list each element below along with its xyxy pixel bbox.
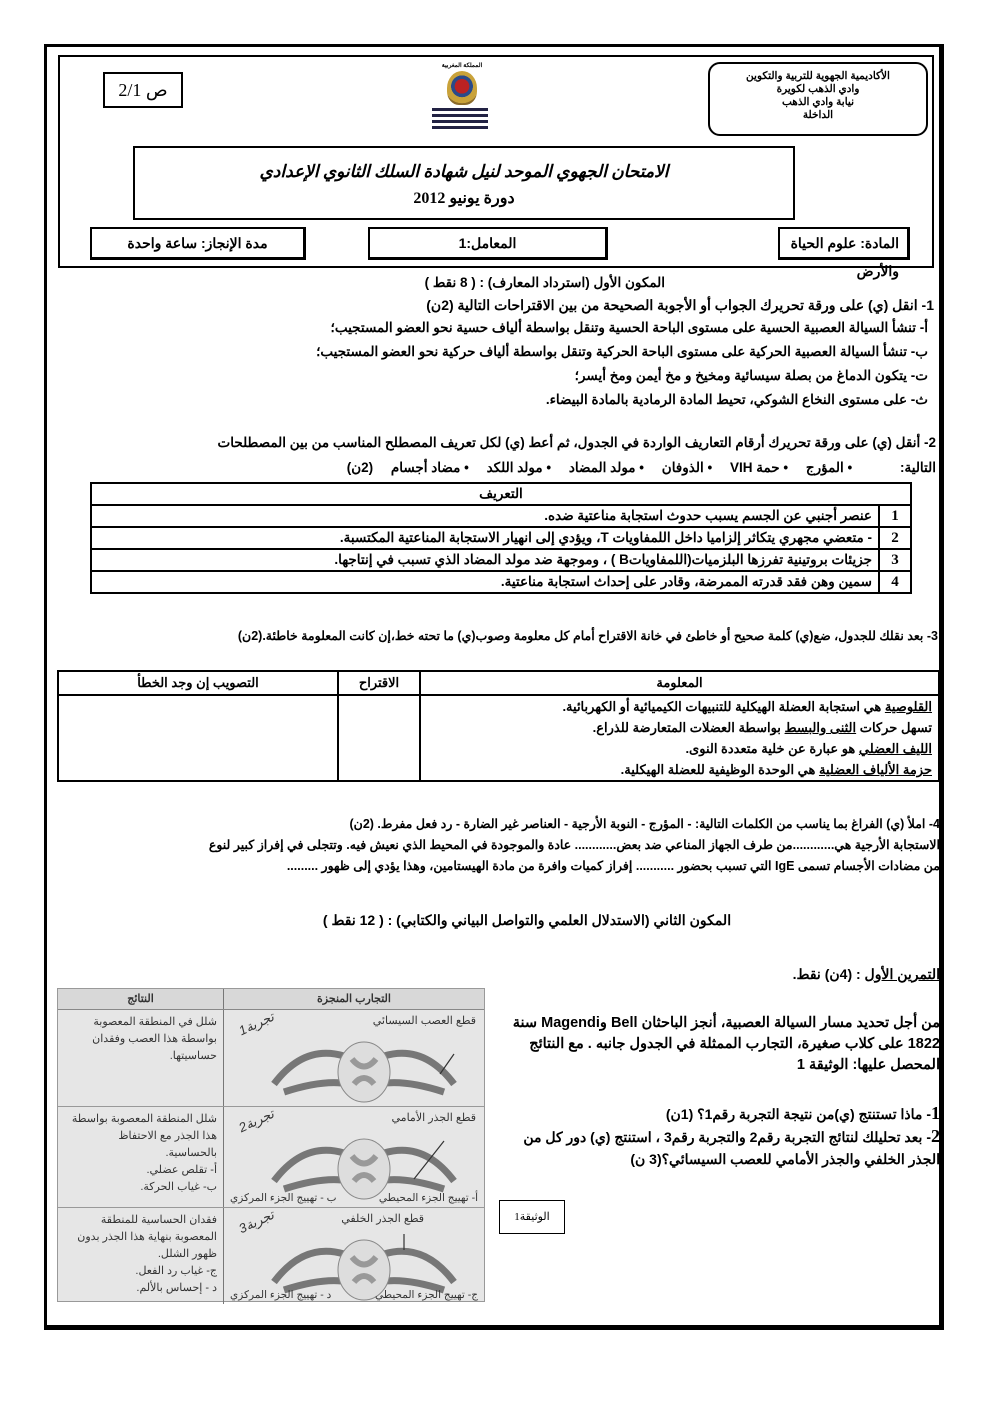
experiment-label: قطع العصب السيسائي	[372, 1015, 476, 1027]
term: • المؤرج	[805, 460, 853, 475]
info-item: تسهل حركات الثنى والبسط بواسطة العضلات المتعارضة للذراع.	[592, 720, 932, 735]
academy-line: الأكاديمية الجهوية للتربية والتكوين	[746, 70, 890, 82]
exam-title: الامتحان الجهوي الموحد لنيل شهادة السلك الثانوي الإعدادي	[259, 162, 669, 181]
duration-box: مدة الإنجاز: ساعة واحدة	[90, 227, 306, 260]
ministry-label-icon	[432, 108, 492, 129]
col-header-correction: التصويب إن وجد الخطأ	[58, 671, 338, 695]
term: • مولد اللكد	[486, 460, 552, 475]
q4-prompt: 4- املأ (ي) الفراغ بما يناسب من الكلمات التالية: - المؤرج - النوبة الأرجية - العناصر غير الضارة - رد فعل مفرط. (2ن)	[349, 817, 940, 831]
subject-box: المادة: علوم الحياة والأرض	[778, 227, 910, 260]
page-number: ص 2/1	[103, 72, 183, 108]
table-row	[91, 527, 911, 549]
exercise1-label: التمرين الأول	[864, 966, 940, 982]
table-row	[91, 505, 911, 527]
table-row	[91, 549, 911, 571]
q4-text: من مضادات الأجسام تسمى IgE التي تسبب بحضور ........... إفراز كميات وافرة من مادة الهيستامين، وهذا يؤدي إلى ظهور .........	[286, 859, 940, 873]
academy-line: وادي الذهب لكويرة	[776, 83, 860, 95]
row-number: 1	[879, 505, 911, 527]
trial-label: تجربة3	[236, 1206, 277, 1237]
spinal-cord-diagram-icon	[264, 1034, 464, 1104]
experiment-label: قطع الجذر الأمامي	[391, 1112, 476, 1124]
spinal-cord-diagram-icon	[264, 1131, 464, 1201]
info-item: القلوصية هي استجابة العضلة الهيكلية للتنبيهات الكيميائية أو الكهربائية.	[562, 699, 932, 714]
col-header-proposal: الاقتراح	[338, 671, 420, 695]
result-text: فقدان الحساسية للمنطقة المعصوبة بنهاية هذا الجذر بدون ظهور الشلل. ج- غياب رد الفعل. د - إحساس بالألم.	[77, 1214, 217, 1294]
info-cell	[420, 695, 939, 781]
col-header-experiments: التجارب المنجزة	[223, 989, 484, 1009]
kingdom-emblem	[432, 62, 492, 140]
document1-table	[57, 988, 485, 1302]
row-definition: جزيئات بروتينية تفرزها البلزميات(اللمفاوياتB ) ، وموجهة ضد مولد المضاد الذي تسبب في إنتاجها.	[91, 549, 879, 571]
kingdom-label: المملكة المغربية	[441, 63, 483, 69]
definitions-table	[90, 482, 912, 594]
exercise1-points: : (4ن) نقط.	[792, 966, 861, 982]
exercise1-questions	[500, 1102, 940, 1170]
points: (2ن)	[346, 460, 374, 475]
stimulus-label: د - تهييج الجزء المركزي	[230, 1289, 332, 1301]
question: 2- بعد تحليلك لنتائج التجربة رقم2 والتجربة رقم3 ، استنتج (ي) دور كل من الجذر الخلفي والجذر الأمامي للعصب السيسائي؟(3 ن)	[523, 1126, 940, 1167]
result-text: شلل في المنطقة المعصوبة بواسطة هذا العصب وفقدان حساسيتها.	[92, 1016, 217, 1062]
document-label: الوثيقة1	[499, 1200, 565, 1234]
stimulus-label: ب - تهييج الجزء المركزي	[230, 1192, 337, 1204]
q4-text: الاستجابة الأرجية هي............من طرف الجهاز المناعي ضد بعض............ عادة والموجودة في المحيط الذي نعيش فيه. وتتجلى في إفراز كبير لنوع	[208, 838, 940, 852]
stimulus-label: ج- تهييج الجزء المحيطي	[374, 1289, 478, 1301]
terms-label: التالية:	[900, 460, 936, 475]
col-header-results: النتائج	[127, 993, 154, 1005]
q1-option: أ- تنشأ السيالة العصبية الحسية على مستوى الباحة الحسية وتنقل بواسطة ألياف حسية نحو العضو المستجيب؛	[330, 320, 928, 335]
term: • مولد المضاد	[568, 460, 645, 475]
row-number: 2	[879, 527, 911, 549]
term: • مضاد أجسام	[390, 460, 469, 475]
section2-title: المكون الثاني (الاستدلال العلمي والتواصل البياني والكتابي) : ( 12 نقط )	[322, 912, 732, 928]
term: • حمة VIH	[729, 460, 789, 475]
result-text: شلل المنطقة المعصوبة بواسطة هذا الجذر مع الاحتفاظ بالحساسية. أ- تقلص عضلي. ب- غياب الحركة.	[71, 1113, 217, 1193]
coefficient-box: المعامل:1	[368, 227, 608, 260]
q1-option: ت- يتكون الدماغ من بصلة سيسائية ومخيخ و مخ أيمن ومخ أيسر؛	[574, 368, 928, 383]
q2-prompt	[56, 430, 936, 480]
experiment-row	[58, 1010, 484, 1107]
col-header-info: المعلومة	[420, 671, 939, 695]
table-row	[91, 571, 911, 593]
correction-cell[interactable]	[58, 695, 338, 781]
row-definition: عنصر أجنبي عن الجسم يسبب حدوث استجابة مناعتية ضده.	[91, 505, 879, 527]
experiment-label: قطع الجذر الخلفي	[341, 1213, 424, 1225]
trial-label: تجربة1	[236, 1008, 277, 1039]
q1-option: ث- على مستوى النخاع الشوكي، تحيط المادة الرمادية بالمادة البيضاء.	[545, 392, 928, 407]
q2-prompt-text: 2- أنقل (ي) على ورقة تحريرك أرقام التعاريف الواردة في الجدول، ثم أعط (ي) لكل تعريف المصطلح المناسب من بين المصطلحات	[217, 435, 936, 450]
table-header: التعريف	[91, 483, 911, 505]
q2-terms	[56, 455, 936, 480]
q1-option: ب- تنشأ السيالة العصبية الحركية على مستوى الباحة الحركية وتنقل بواسطة ألياف حركية نحو العضو المستجيب؛	[316, 344, 928, 359]
info-item: الليف العضلي هو عبارة عن خلية متعددة النوى.	[685, 741, 932, 756]
q3-prompt: 3- بعد نقلك للجدول، ضع(ي) كلمة صحيح أو خاطئ في خانة الاقتراح أمام كل معلومة وصوب(ي) ما تحته خط،إن كانت المعلومة خاطئة.(2ن)	[237, 629, 938, 643]
section1-title: المكون الأول (استرداد المعارف) : ( 8 نقط )	[424, 275, 665, 290]
academy-line: الداخلة	[802, 109, 834, 121]
proposal-cell[interactable]	[338, 695, 420, 781]
coat-of-arms-icon	[447, 71, 477, 105]
q4-block	[55, 814, 940, 877]
trial-label: تجربة2	[236, 1105, 277, 1136]
experiment-row	[58, 1107, 484, 1208]
question: 1- ماذا تستنتج (ي)من نتيجة التجربة رقم1؟ (1ن)	[665, 1103, 940, 1123]
term: • الذوفان	[661, 460, 713, 475]
exercise1-body: من أجل تحديد مسار السيالة العصبية، أنجز الباحثان Bell وMagendi سنة 1822 على كلاب صغيرة، التجارب الممثلة في الجدول جانبه . مع النتائج المحصل عليها: الوثيقة 1	[512, 1015, 940, 1073]
row-number: 3	[879, 549, 911, 571]
row-definition: سمين وهن فقد قدرته الممرضة، وقادر على إحداث استجابة مناعتية.	[91, 571, 879, 593]
exam-session: دورة يونيو 2012	[413, 190, 515, 207]
stimulus-label: أ- تهييج الجزء المحيطي	[378, 1192, 478, 1204]
row-number: 4	[879, 571, 911, 593]
academy-line: نيابة وادي الذهب	[781, 96, 855, 108]
row-definition: - متعضي مجهري يتكاثر إلزاميا داخل اللمفاويات T، ويؤدي إلى انهيار الاستجابة المناعتية المكتسبة.	[91, 527, 879, 549]
exercise1-title	[793, 966, 940, 983]
experiment-row	[58, 1208, 484, 1304]
academy-box	[708, 62, 928, 136]
q1-prompt: 1- انقل (ي) على ورقة تحريرك الجواب أو الأجوبة الصحيحة من بين الاقتراحات التالية (2ن)	[426, 297, 934, 313]
exam-title-box	[133, 146, 795, 220]
info-item: حزمة الألياف العضلية هي الوحدة الوظيفية للعضلة الهيكلية.	[620, 762, 932, 777]
true-false-table	[57, 670, 940, 782]
